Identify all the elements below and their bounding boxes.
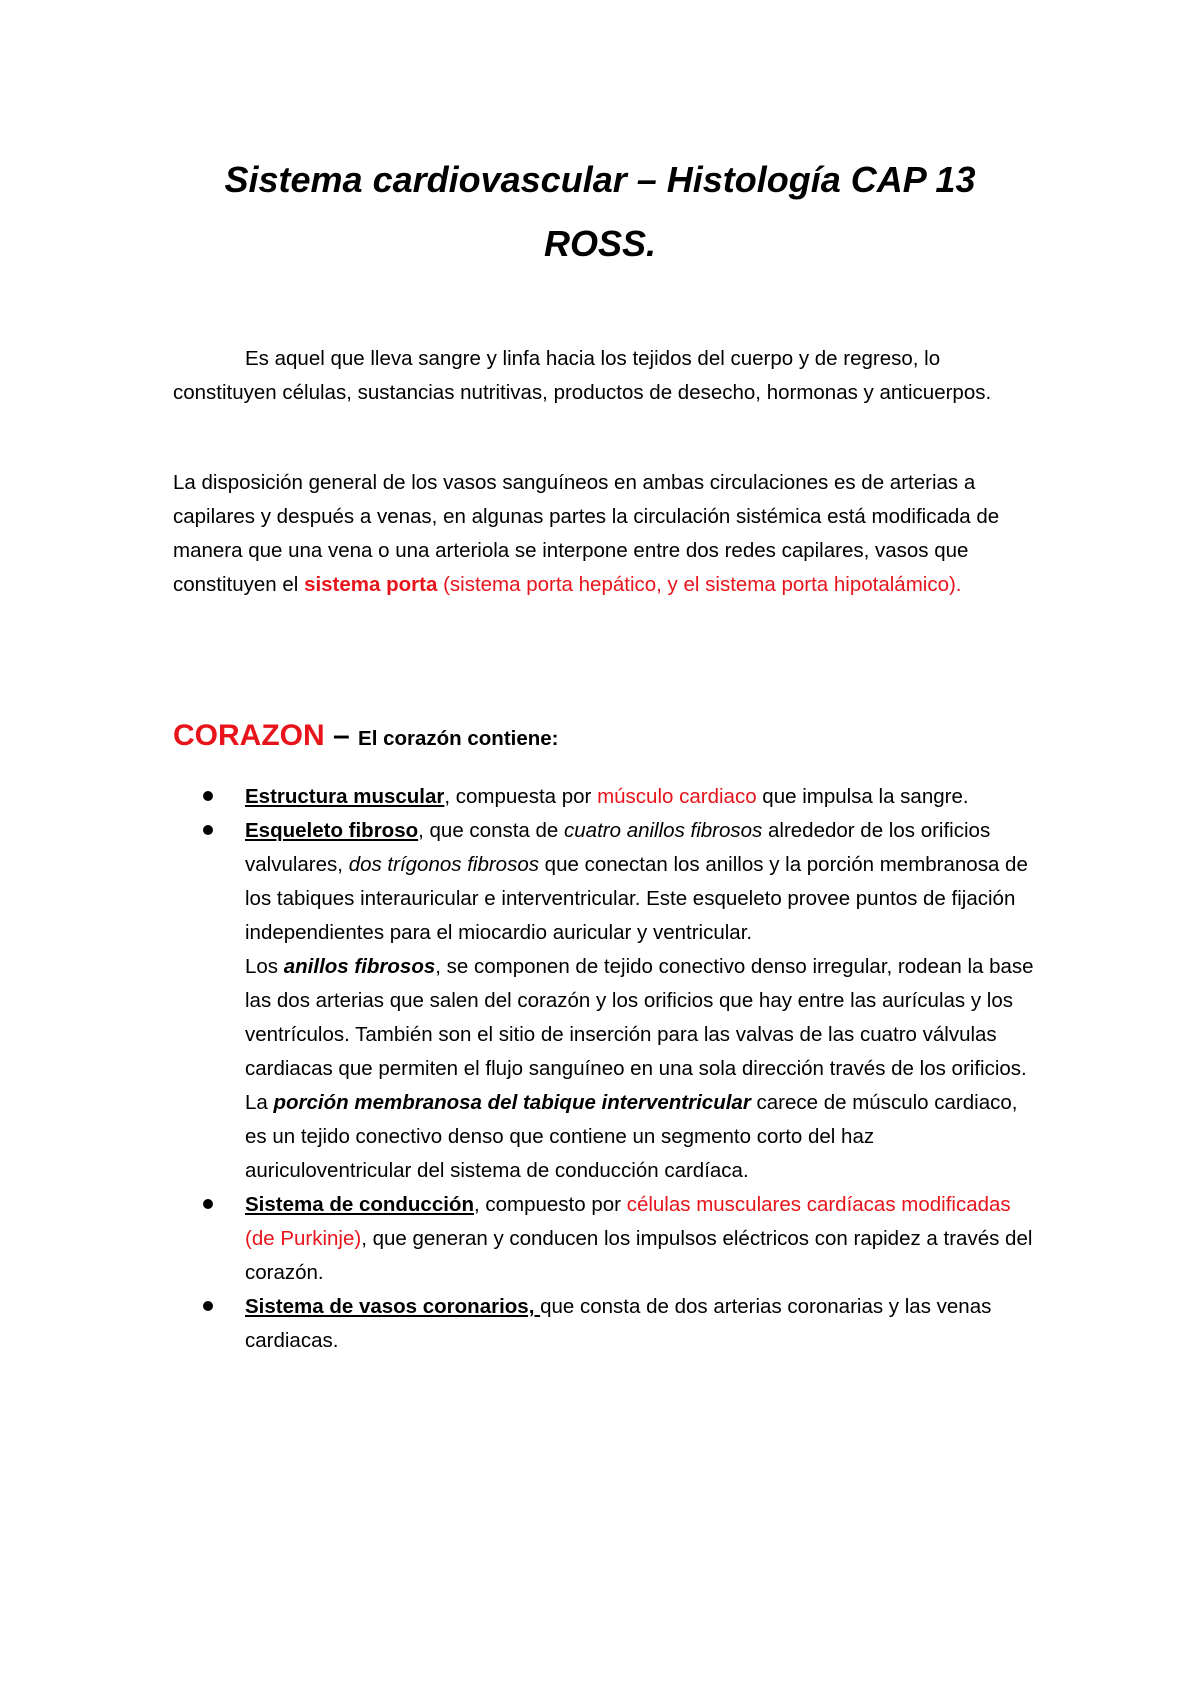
bullet-term: Estructura muscular	[245, 785, 445, 808]
bullet-text: , que generan y conducen los impulsos eléctricos con rapidez a través del corazón.	[245, 1227, 1033, 1284]
intro-paragraph	[173, 342, 1033, 410]
bullet-icon	[203, 1199, 213, 1209]
bullet-icon	[203, 825, 213, 835]
title-line-1: Sistema cardiovascular – Histología CAP 13	[224, 159, 976, 200]
disposition-text: La disposición general de los vasos sanguíneos en ambas circulaciones es de arterias a capilares y después a venas, en algunas partes la circulación sistémica está modificada de manera que una vena o una arteriola se interpone entre dos redes capilares, vasos que constituyen el	[173, 471, 1000, 596]
bullet-text: que impulsa la sangre.	[756, 785, 969, 808]
bullet-term: Sistema de vasos coronarios,	[245, 1295, 541, 1318]
sub-text: La	[245, 1091, 274, 1114]
bullet-text: , que consta de	[418, 819, 565, 842]
page-title	[140, 148, 1060, 276]
bullet-term: Sistema de conducción	[245, 1193, 474, 1216]
sub-text: , se componen de tejido conectivo denso irregular, rodean la base las dos arterias que salen del corazón y los orificios que hay entre las aurículas y los ventrículos. También son el sitio de inserción para las valvas de las cuatro válvulas cardiacas que permiten el flujo sanguíneo en una sola dirección través de los orificios.	[245, 955, 1034, 1080]
sub-text: Los	[245, 955, 284, 978]
corazon-subtitle: El corazón contiene:	[358, 727, 559, 750]
title-line-2: ROSS.	[543, 223, 657, 264]
sistema-porta-detail: (sistema porta hepático, y el sistema porta hipotalámico).	[437, 573, 962, 596]
bullet-term: Esqueleto fibroso	[245, 819, 419, 842]
bullet-italic: cuatro anillos fibrosos	[564, 819, 763, 842]
disposition-paragraph	[173, 466, 1033, 602]
corazon-heading	[173, 716, 1033, 759]
corazon-title: CORAZON	[173, 719, 325, 752]
bullet-text: , compuesto por	[473, 1193, 627, 1216]
bullet-text: que consta de dos arterias coronarias y las venas cardiacas.	[245, 1295, 992, 1352]
bullet-highlight: células musculares cardíacas modificadas (de Purkinje)	[245, 1193, 1011, 1250]
bullet-italic: dos trígonos fibrosos	[348, 853, 539, 876]
list-item	[173, 780, 1043, 814]
bullet-icon	[203, 791, 213, 801]
list-item	[173, 1188, 1043, 1290]
corazon-bullet-list	[173, 780, 1043, 1358]
bullet-text: , compuesta por	[444, 785, 598, 808]
bullet-highlight: músculo cardiaco	[597, 785, 757, 808]
sistema-porta-term: sistema porta	[304, 573, 438, 596]
porcion-term: porción membranosa del tabique interventricular	[273, 1091, 751, 1114]
list-item	[173, 1290, 1043, 1358]
bullet-text: alrededor de los orificios valvulares,	[245, 819, 991, 876]
bullet-text: que conectan los anillos y la porción membranosa de los tabiques interauricular e interventricular. Este esqueleto provee puntos de fijación independientes para el miocardio auricular y ventricular.	[245, 853, 1028, 944]
sub-text: carece de músculo cardiaco, es un tejido conectivo denso que contiene un segmento corto del haz auriculoventricular del sistema de conducción cardíaca.	[245, 1091, 1018, 1182]
bullet-icon	[203, 1301, 213, 1311]
porcion-paragraph	[245, 1086, 1043, 1188]
corazon-dash: –	[324, 719, 359, 752]
anillos-term: anillos fibrosos	[283, 955, 436, 978]
intro-text: Es aquel que lleva sangre y linfa hacia los tejidos del cuerpo y de regreso, lo constituyen células, sustancias nutritivas, productos de desecho, hormonas y anticuerpos.	[173, 347, 992, 404]
anillos-paragraph	[245, 950, 1043, 1086]
list-item	[173, 814, 1043, 1188]
